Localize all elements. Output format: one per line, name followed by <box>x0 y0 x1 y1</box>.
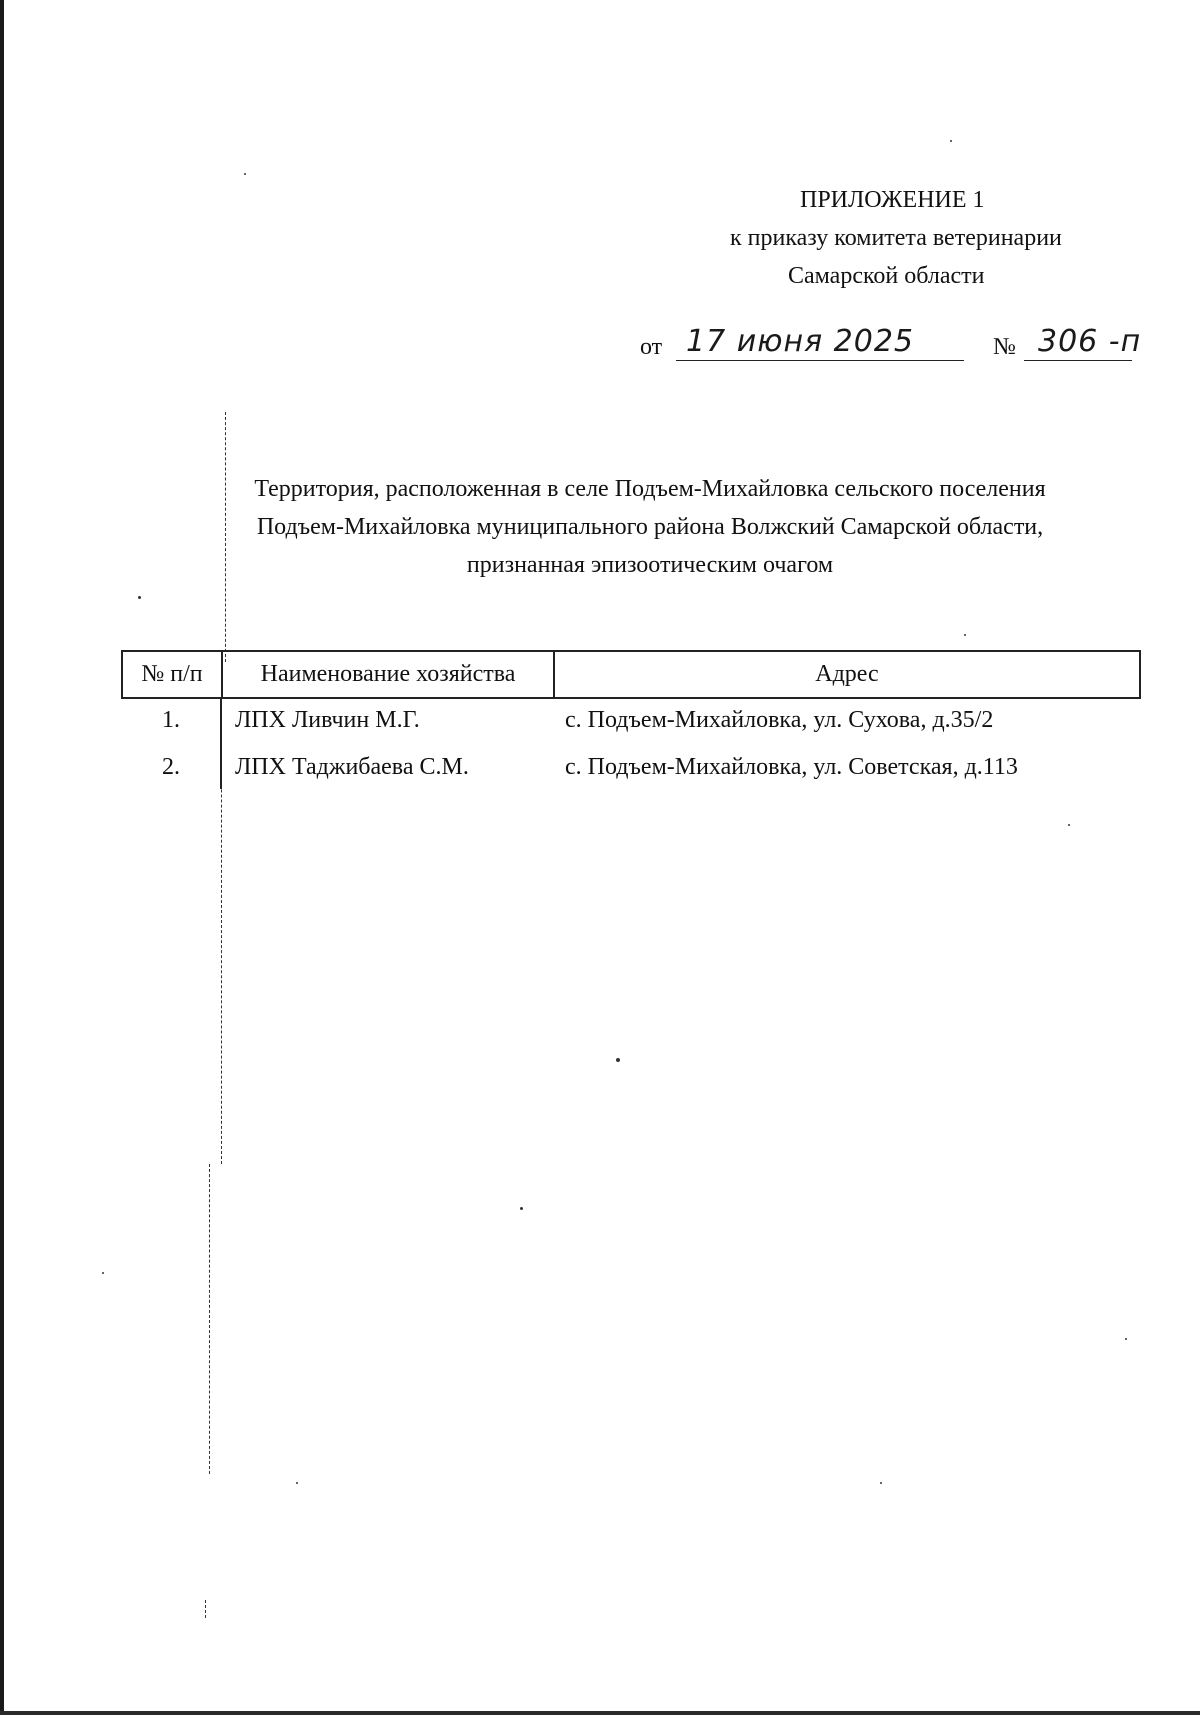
farm-name: ЛПХ Ливчин М.Г. <box>235 707 420 733</box>
column-header-address: Адрес <box>815 661 879 687</box>
document-title-line-2: Подъем-Михайловка муниципального района Волжский Самарской области, <box>256 514 1044 540</box>
handwritten-date: 17 июня 2025 <box>686 324 915 359</box>
scan-speck <box>880 1482 882 1484</box>
date-prefix-label: от <box>640 334 663 360</box>
table-row <box>121 699 1141 749</box>
table-header-row <box>121 650 1141 699</box>
scan-speck <box>1068 824 1070 826</box>
appendix-title: ПРИЛОЖЕНИЕ 1 <box>800 187 985 213</box>
scan-left-edge <box>0 0 4 1715</box>
column-header-farm-name: Наименование хозяйства <box>223 652 555 697</box>
document-title-line-1: Территория, расположенная в селе Подъем-Михайловка сельского поселения <box>254 476 1046 502</box>
farm-address: с. Подъем-Михайловка, ул. Советская, д.113 <box>565 754 1018 780</box>
order-date-number-row <box>640 324 1160 370</box>
scan-speck <box>244 173 246 175</box>
farm-address: с. Подъем-Михайловка, ул. Сухова, д.35/2 <box>565 707 994 733</box>
scan-speck <box>102 1272 104 1274</box>
appendix-subtitle-line-1: к приказу комитета ветеринарии <box>730 225 1062 251</box>
scan-speck <box>520 1207 523 1210</box>
row-number: 2. <box>162 754 180 780</box>
document-title-line-3: признанная эпизоотическим очагом <box>466 552 834 578</box>
column-header-number: № п/п <box>123 652 223 697</box>
document-title <box>150 470 1150 584</box>
order-number-field <box>1024 324 1142 361</box>
scan-speck <box>1125 1338 1127 1340</box>
farm-name: ЛПХ Таджибаева С.М. <box>235 754 469 780</box>
appendix-subtitle-line-2: Самарской области <box>788 263 985 289</box>
scan-fold-mark <box>205 1600 207 1618</box>
scan-speck <box>296 1482 298 1484</box>
row-number: 1. <box>162 707 180 733</box>
scan-bottom-edge <box>0 1711 1200 1715</box>
handwritten-order-number: 306 -п <box>1038 324 1142 359</box>
order-date-field <box>676 324 964 361</box>
scan-speck <box>950 140 952 142</box>
scan-speck <box>616 1058 620 1062</box>
number-sign-label: № <box>993 334 1016 360</box>
table-row <box>121 746 1141 796</box>
scan-fold-mark <box>209 1164 211 1474</box>
scan-speck <box>138 596 141 599</box>
scan-speck <box>964 634 966 636</box>
